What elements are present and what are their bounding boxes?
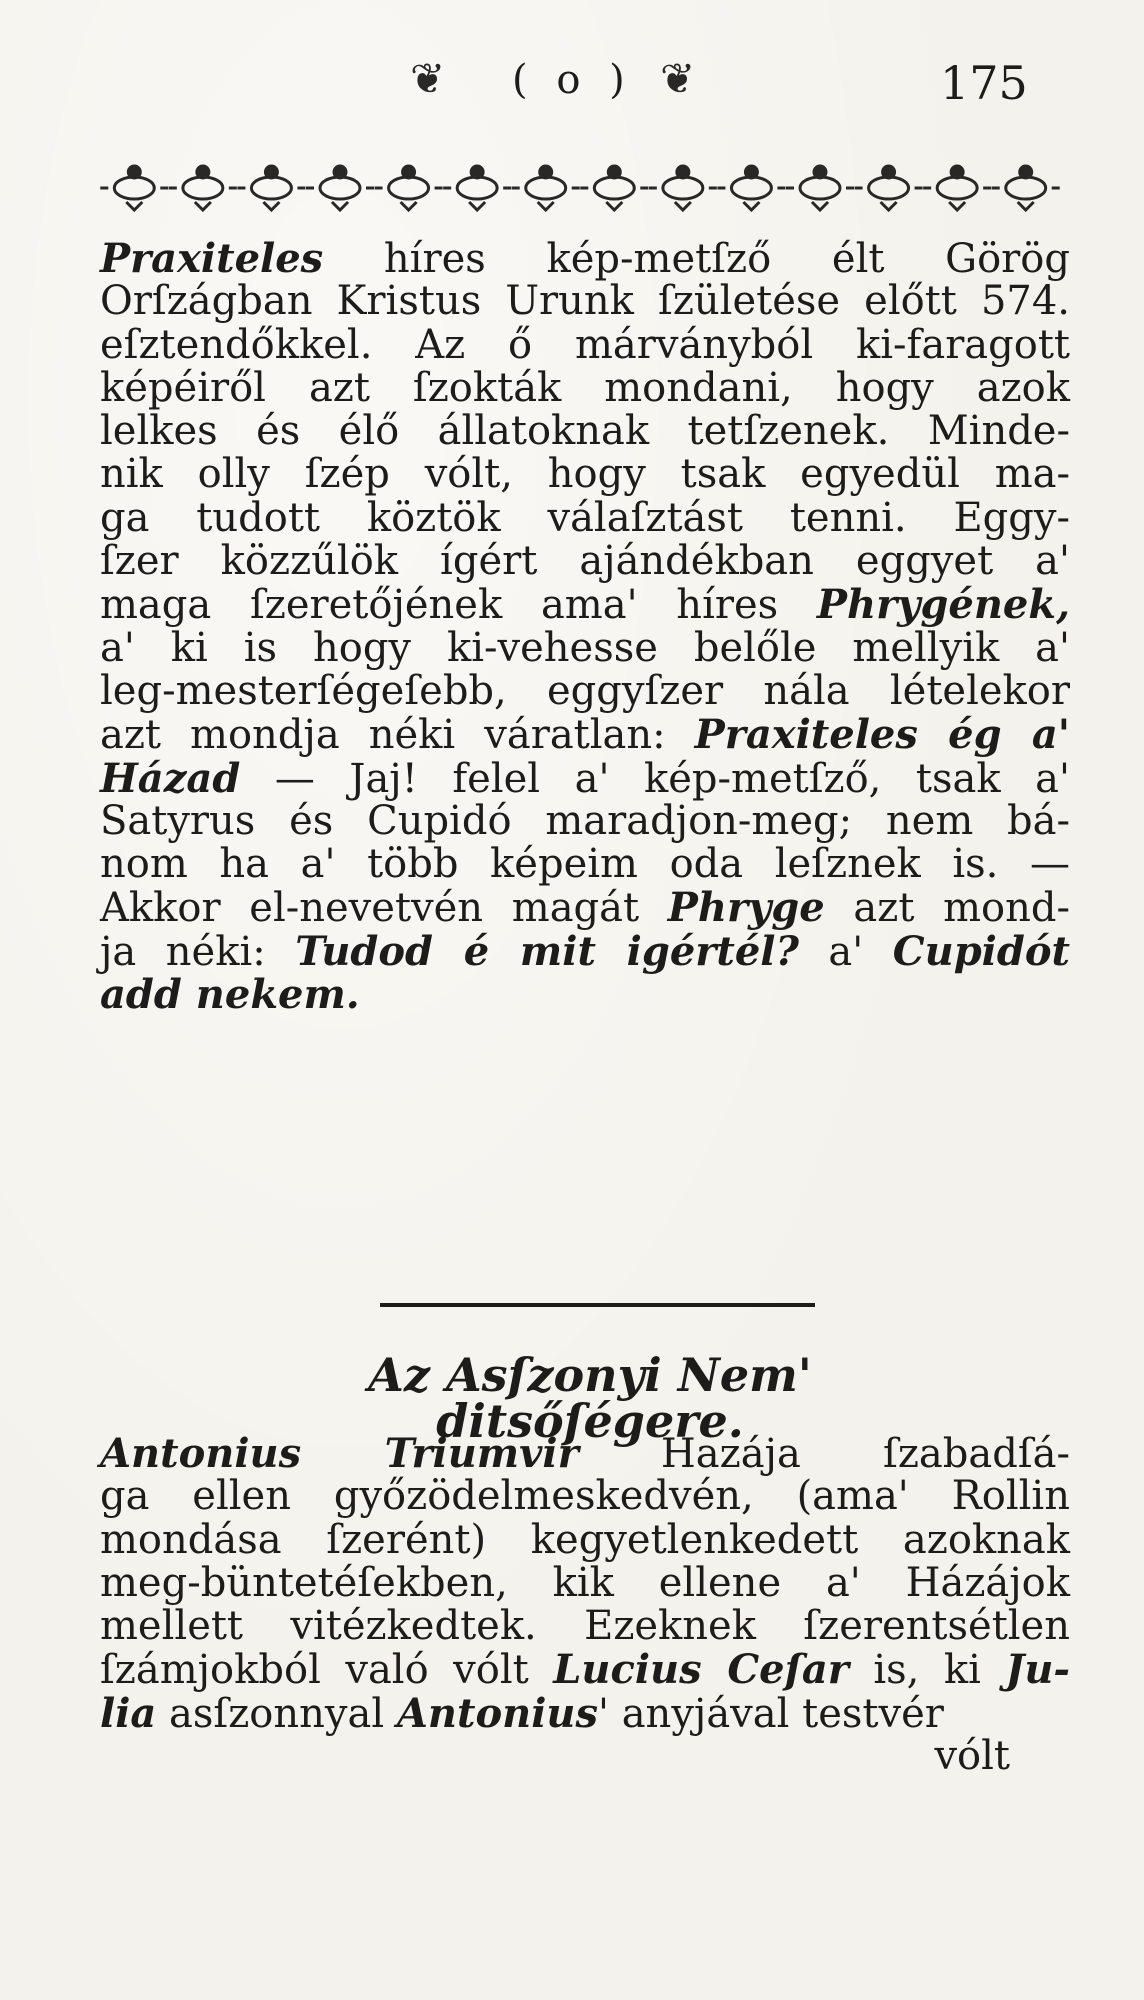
text-run: leg-mesterſégeſebb, eggyſzer nála lételekor	[100, 667, 1070, 714]
text-line	[100, 843, 1070, 886]
border-ornament-icon	[992, 166, 1060, 210]
text-run: ga ellen győzödelmeskedvén, (ama' Rollin	[100, 1473, 1070, 1520]
text-line	[100, 1605, 1070, 1648]
border-ornament-icon	[237, 166, 305, 210]
italic-name: Ju-	[1005, 1646, 1070, 1694]
text-line	[100, 364, 1070, 411]
italic-name: add nekem.	[100, 971, 360, 1019]
text-line	[100, 971, 1070, 1019]
text-line	[100, 754, 1070, 802]
text-line	[100, 797, 1070, 844]
border-ornament-icon	[717, 166, 785, 210]
text-line	[100, 540, 1070, 583]
text-run: ſzer közzűlök ígért ajándékban eggyet a'	[100, 538, 1070, 585]
border-ornament-icon	[580, 166, 648, 210]
border-ornament-icon	[649, 166, 717, 210]
text-line	[100, 237, 1070, 280]
italic-name: Phryge	[667, 884, 825, 932]
section-heading: Az Asſzonyi Nem' ditsőſégere.	[368, 1348, 812, 1448]
text-run: ga tudott köztök válaſztást tenni. Eggy-	[100, 494, 1070, 541]
text-run: eſztendőkkel. Az ő márványból ki-faragott	[100, 321, 1070, 368]
italic-name: Házad	[100, 754, 241, 802]
text-run: mondása ſzerént) kegyetlenkedett azoknak	[100, 1516, 1070, 1563]
text-line	[100, 884, 1070, 932]
border-ornament-icon	[375, 166, 443, 210]
border-ornament-icon	[100, 166, 168, 210]
text-line	[100, 494, 1070, 541]
text-line	[100, 410, 1070, 453]
text-line	[100, 1516, 1070, 1563]
italic-name: Tudod é mit igértél?	[295, 927, 799, 975]
text-run: — Jaj! felel a' kép-metſző, tsak a'	[240, 755, 1070, 802]
page-number: 175	[940, 56, 1028, 110]
text-run: Akkor el-nevetvén magát	[100, 885, 668, 932]
text-line	[100, 711, 1070, 759]
italic-name: lia	[100, 1689, 157, 1737]
text-line	[100, 280, 1070, 323]
text-run: képéiről azt ſzokták mondani, hogy azok	[100, 364, 1070, 411]
border-ornament-icon	[443, 166, 511, 210]
text-run: Hazája ſzabadſá-	[578, 1431, 1070, 1477]
border-ornament-icon	[786, 166, 854, 210]
text-line	[100, 1689, 1070, 1737]
text-line	[100, 581, 1070, 629]
signature-mark: ( o )	[512, 57, 633, 103]
text-run: azt mond-	[824, 885, 1070, 932]
anecdote-antonius	[100, 1432, 1070, 1735]
italic-name: Phrygének,	[816, 581, 1070, 629]
italic-name: Praxiteles ég a'	[694, 711, 1070, 759]
text-run: mellett vitézkedtek. Ezeknek ſzerentsétlen	[100, 1603, 1070, 1650]
catchword: vólt	[934, 1733, 1010, 1779]
text-line	[100, 927, 1071, 975]
text-run: nik olly ſzép vólt, hogy tsak egyedül ma-	[100, 451, 1070, 498]
border-ornament-icon	[855, 166, 923, 210]
flower-ornament-icon: ❦	[660, 54, 696, 103]
text-line	[100, 453, 1070, 496]
flower-ornament-icon: ❦	[410, 54, 446, 103]
border-ornament-icon	[923, 166, 991, 210]
page-header	[0, 40, 1144, 130]
text-run: lelkes és élő állatoknak tetſzenek. Minde-	[100, 408, 1070, 455]
text-run: Orſzágban Kristus Urunk ſzületése előtt 574.	[100, 278, 1070, 325]
decorative-border	[100, 150, 1060, 220]
italic-name: Antonius	[396, 1689, 598, 1737]
text-run: ſzámjokból való vólt	[100, 1647, 554, 1694]
text-run: is, ki	[848, 1647, 1006, 1694]
catchword-block	[0, 1735, 1010, 1778]
border-ornament-icon	[512, 166, 580, 210]
italic-name: Praxiteles	[100, 235, 324, 282]
text-line	[100, 321, 1070, 368]
text-run: a'	[798, 928, 893, 975]
text-line	[100, 667, 1070, 714]
text-run: maga ſzeretőjének ama' híres	[100, 582, 817, 629]
anecdote-praxiteles	[100, 235, 1071, 1019]
text-run: híres kép-metſző élt Görög	[323, 236, 1070, 282]
section-divider	[380, 1303, 815, 1307]
text-line	[100, 1559, 1070, 1606]
italic-name: Antonius Triumvir	[100, 1430, 579, 1477]
text-run: a' ki is hogy ki-vehesse belőle mellyik a'	[100, 624, 1070, 671]
text-line	[100, 1432, 1070, 1475]
text-run: nom ha a' több képeim oda leſznek is. —	[100, 841, 1070, 888]
border-ornament-icon	[169, 166, 237, 210]
text-run: ja néki:	[100, 928, 296, 975]
border-ornament-icon	[306, 166, 374, 210]
text-run: Satyrus és Cupidó maradjon-meg; nem bá-	[100, 797, 1070, 844]
text-run: azt mondja néki váratlan:	[100, 712, 695, 759]
italic-name: Cupidót	[892, 927, 1071, 975]
text-run: asſzonnyal	[156, 1690, 397, 1737]
text-line	[100, 1475, 1070, 1518]
text-run: ' anyjával testvér	[598, 1690, 944, 1737]
italic-name: Lucius Ceſar	[553, 1646, 849, 1694]
text-line	[100, 624, 1070, 671]
text-line	[100, 1646, 1070, 1694]
text-run: meg-büntetéſekben, kik ellene a' Házájok	[100, 1559, 1070, 1606]
